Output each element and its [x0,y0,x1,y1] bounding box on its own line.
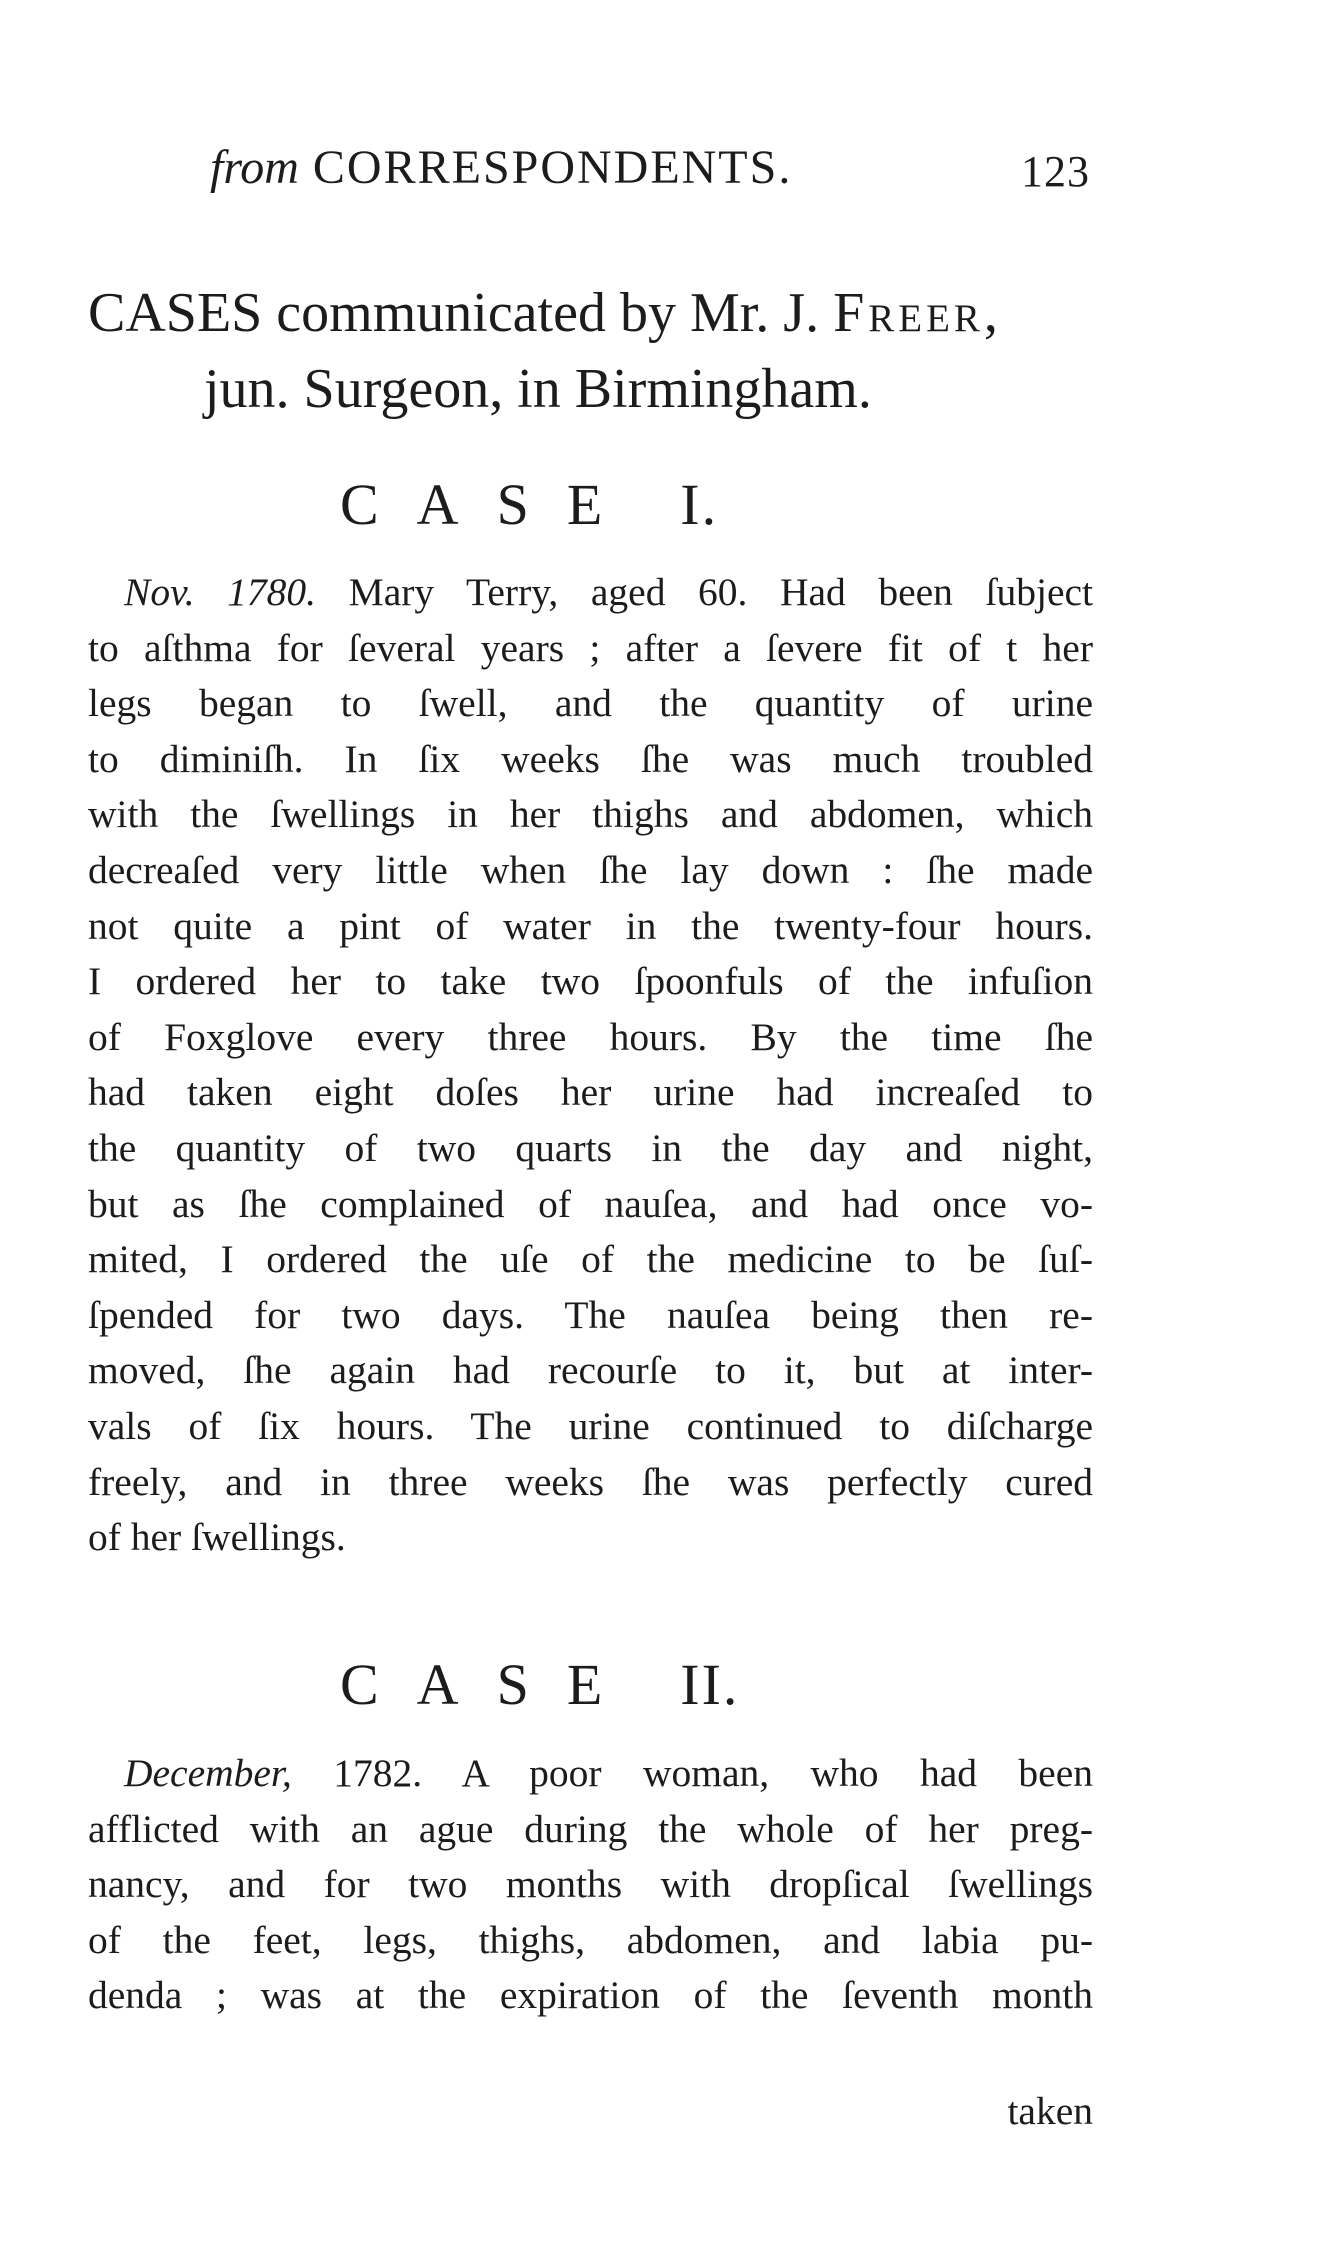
case-1-line: moved, ſhe again had recourſe to it, but at inter- [88,1348,1093,1393]
case-2-line [88,1746,1093,1802]
running-head [210,138,1090,198]
case-1-line: but as ſhe complained of nauſea, and had once vo- [88,1181,1093,1226]
case-1-line: ſpended for two days. The nauſea being then re- [88,1292,1093,1337]
case-1-text [88,565,1093,1566]
case-2-line: denda ; was at the expiration of the ſeventh month [88,1973,1093,2018]
case-1-line: freely, and in three weeks ſhe was perfectly cured [88,1459,1093,1504]
case-1-line: to diminiſh. In ſix weeks ſhe was much troubled [88,736,1093,781]
article-title-main: CASES communicated by Mr. J. [88,282,820,344]
case-1-line: the quantity of two quarts in the day and night, [88,1125,1093,1170]
case-2-heading [340,1650,860,1720]
case-1-line: of Foxglove every three hours. By the time ſhe [88,1014,1093,1059]
case-1-line: I ordered her to take two ſpoonfuls of the infuſion [88,959,1093,1004]
article-title [88,275,1098,427]
case-2-heading-word: CASE [340,1652,641,1717]
case-1-line: vals of ſix hours. The urine continued to diſcharge [88,1403,1093,1448]
case-1-line: to aſthma for ſeveral years ; after a ſevere fit of t her [88,625,1093,670]
case-1-line: legs began to ſwell, and the quantity of urine [88,681,1093,726]
case-2-line-text: 1782. A poor woman, who had been [333,1751,1093,1795]
case-1-line [88,565,1093,621]
case-2-line: afflicted with an ague during the whole of her preg- [88,1806,1093,1851]
case-1-date: Nov. 1780. [124,570,317,614]
case-1-line-text: Mary Terry, aged 60. Had been ſubject [348,570,1093,614]
case-1-line: decreaſed very little when ſhe lay down : ſhe made [88,847,1093,892]
case-2-line: of the feet, legs, thighs, abdomen, and labia pu- [88,1917,1093,1962]
article-title-author-surname: Freer, [833,282,1002,344]
running-head-prefix: from [210,141,299,194]
case-1-line: of her ſwellings. [88,1515,346,1560]
page-number: 123 [1021,147,1090,196]
case-1-line: mited, I ordered the uſe of the medicine to be ſuſ- [88,1237,1093,1282]
case-1-heading-number: I. [680,472,719,537]
case-1-line: with the ſwellings in her thighs and abdomen, which [88,792,1093,837]
case-1-line: had taken eight doſes her urine had increaſed to [88,1070,1093,1115]
article-title-line-1 [88,275,1098,351]
case-2-text [88,1746,1093,2024]
case-1-heading [340,470,860,540]
running-head-title: CORRESPONDENTS. [312,141,793,194]
case-1-heading-word: CASE [340,472,641,537]
case-2-heading-number: II. [680,1652,740,1717]
case-2-date: December, [124,1751,292,1795]
case-1-line: not quite a pint of water in the twenty-four hours. [88,903,1093,948]
catchword: taken [1007,2089,1093,2133]
article-title-line-2: jun. Surgeon, in Birmingham. [204,358,872,420]
case-2-line: nancy, and for two months with dropſical ſwellings [88,1862,1093,1907]
